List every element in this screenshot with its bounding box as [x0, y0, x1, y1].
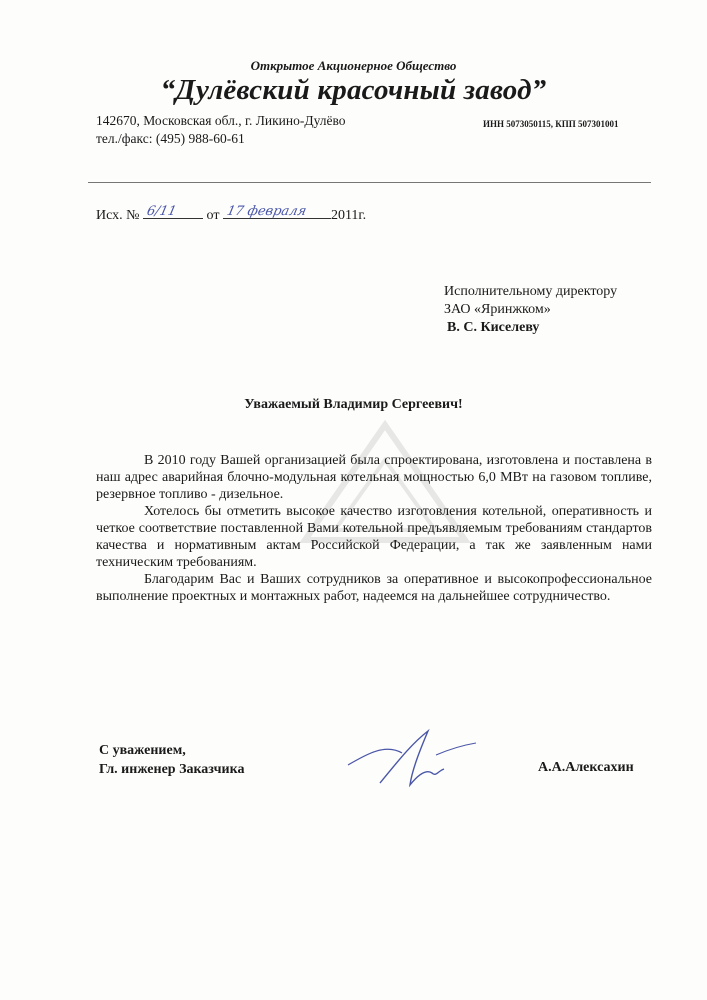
handwritten-signature	[340, 725, 480, 795]
body-paragraph: Хотелось бы отметить высокое качество изготовления котельной, оперативность и четкое соответствие поставленной Вами котельной предъявляемым требованиям стандартов качества и нормативным актам Российской Федерации, а так же заявленным нами техническим требованиям.	[96, 504, 652, 570]
company-phone: тел./факс: (495) 988-60-61	[96, 131, 245, 146]
outgoing-reference	[96, 203, 366, 224]
signer-name: А.А.Алексахин	[538, 760, 634, 775]
addressee-position: Исполнительному директору	[444, 284, 618, 299]
letter-body	[96, 452, 652, 605]
ref-date-blank	[223, 203, 331, 219]
ref-number-blank	[143, 203, 203, 219]
company-name: “Дулёвский красочный завод”	[160, 74, 547, 106]
ref-prefix: Исх. №	[96, 208, 140, 223]
body-paragraph: Благодарим Вас и Ваших сотрудников за оперативное и высокопрофессиональное выполнение проектных и монтажных работ, надеемся на дальнейшее сотрудничество.	[96, 572, 652, 604]
ref-number: 6/11	[145, 204, 178, 219]
addressee-company: ЗАО «Яринжком»	[444, 302, 551, 317]
ref-from: от	[206, 208, 220, 223]
addressee-block	[444, 283, 617, 337]
company-inn: ИНН 5073050115, КПП 507301001	[483, 119, 619, 129]
closing-regards: С уважением,	[99, 743, 186, 758]
header-divider	[88, 182, 651, 183]
salutation: Уважаемый Владимир Сергеевич!	[244, 397, 463, 412]
closing-block	[99, 741, 244, 779]
addressee-name: В. С. Киселеву	[447, 320, 540, 335]
org-type: Открытое Акционерное Общество	[250, 58, 457, 73]
company-address: 142670, Московская обл., г. Ликино-Дулёво	[96, 113, 346, 128]
closing-position: Гл. инженер Заказчика	[99, 762, 245, 777]
body-paragraph: В 2010 году Вашей организацией была спроектирована, изготовлена и поставлена в наш адрес аварийная блочно-модульная котельная мощностью 6,0 МВт на газовом топливе, резервное топливо - дизельное.	[96, 453, 652, 502]
ref-year: 2011г.	[330, 208, 367, 223]
ref-date: 17 февраля	[225, 204, 308, 219]
